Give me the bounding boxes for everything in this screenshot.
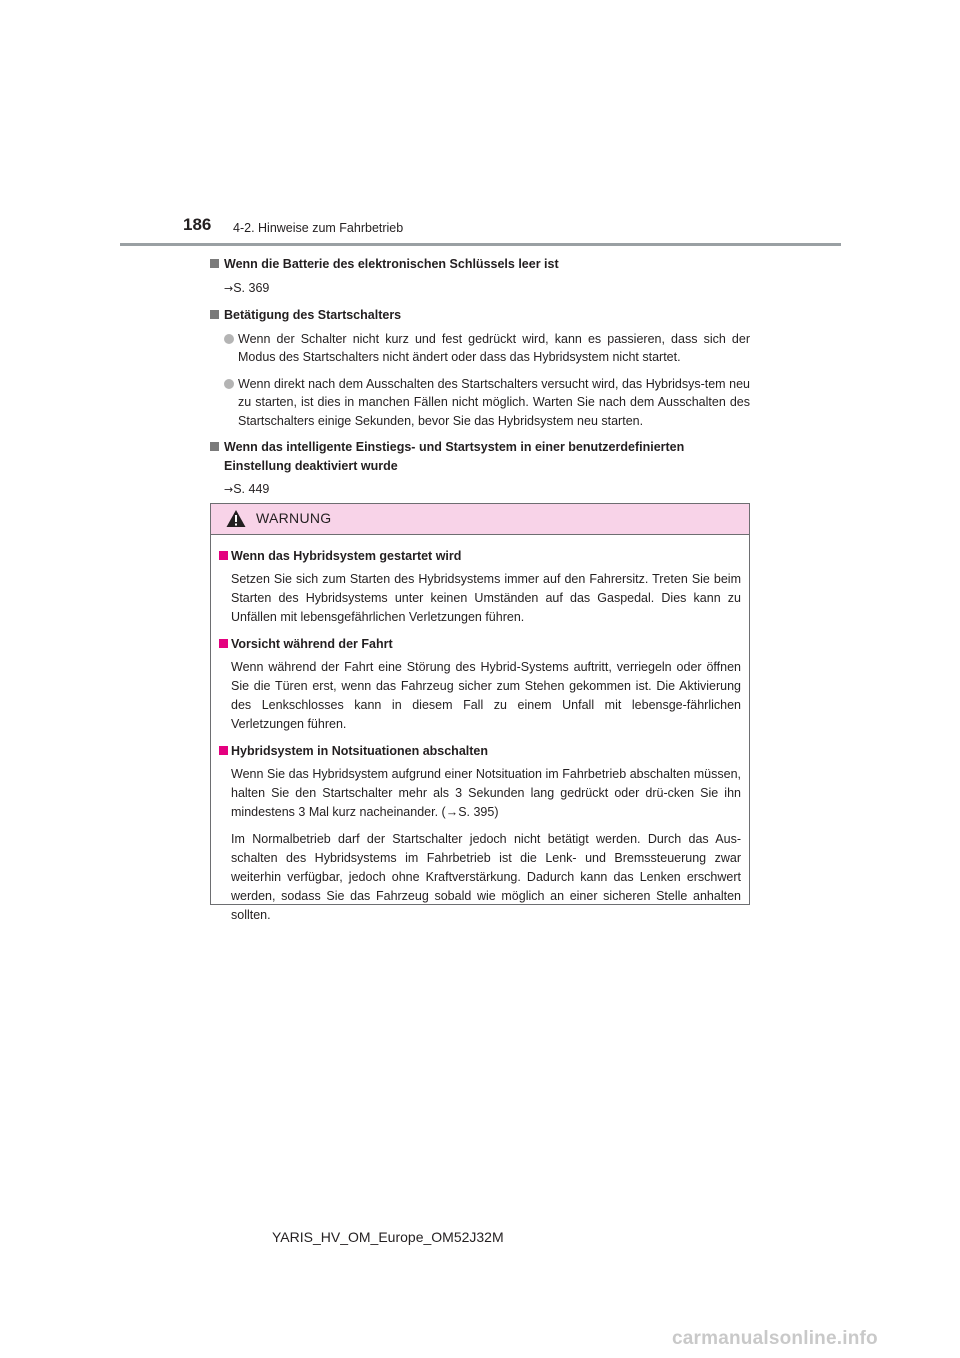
warning-square-icon [219,551,228,560]
bullet-dot-icon [224,379,234,389]
warning-item [219,742,741,761]
warning-item-heading: Wenn das Hybridsystem gestartet wird [231,549,462,563]
section-battery-empty [210,255,750,274]
footer-doc-id: YARIS_HV_OM_Europe_OM52J32M [272,1229,504,1245]
list-item [224,330,750,367]
section-square-icon [210,310,219,319]
page-reference [224,279,750,299]
section-title: Wenn das intelligente Einstiegs- und Startsystem in einer benutzerdefinierten Einstellung deaktiviert wurde [224,440,685,473]
header-rule [120,243,841,246]
warning-item [219,635,741,654]
section-title: Betätigung des Startschalters [224,308,402,322]
warning-square-icon [219,639,228,648]
page-header [0,0,960,250]
arrow-right-icon: → [224,483,234,496]
section-start-switch [210,306,750,325]
warning-header [211,504,749,535]
warning-box [210,503,750,922]
list-item [224,375,750,431]
warning-body [211,535,749,925]
warning-paragraph: Wenn während der Fahrt eine Störung des Hybrid-Systems auftritt, verriegeln oder öffnen Sie die Türen erst, wenn das Fahrzeug sicher zum Stehen gekommen ist. Die Aktivierung des Lenkschlosses kann in diesem Fall zu einem Unfall mit lebensge-fährlichen Verletzungen führen. [231,660,741,731]
reference-link[interactable]: S. 449 [233,482,270,496]
bullet-dot-icon [224,334,234,344]
section-square-icon [210,259,219,268]
warning-item-heading: Hybridsystem in Notsituationen abschalten [231,744,488,758]
section-square-icon [210,442,219,451]
bullet-text: Wenn direkt nach dem Ausschalten des Startschalters versucht wird, das Hybridsys-tem neu zu starten, ist dies in manchen Fällen nicht möglich. Warten Sie nach dem Ausschalten des Startschalters einige Sekunden, bevor Sie das Hybridsystem neu starten. [238,376,750,428]
warning-title: WARNUNG [256,510,332,526]
bullet-text: Wenn der Schalter nicht kurz und fest gedrückt wird, kann es passieren, dass sich der Modus des Startschalters nicht ändert oder dass das Hybridsystem nicht startet. [238,331,750,364]
warning-triangle-icon [226,509,246,528]
warning-square-icon [219,746,228,755]
arrow-right-icon: → [224,281,234,295]
section-title: Wenn die Batterie des elektronischen Schlüssels leer ist [224,257,559,271]
warning-paragraph: Setzen Sie sich zum Starten des Hybridsystems immer auf den Fahrersitz. Treten Sie beim Starten des Hybridsystems unter keinen Umständen auf das Gaspedal. Dies kann zu Unfällen mit lebensgefährlichen Verletzungen führen. [231,572,741,624]
warning-item-heading: Vorsicht während der Fahrt [231,637,393,651]
warning-item [219,547,741,566]
section-smart-entry-disabled [210,438,750,475]
main-content [210,255,750,508]
warning-paragraph: Im Normalbetrieb darf der Startschalter jedoch nicht betätigt werden. Durch das Aus-schalten des Hybridsystems im Fahrbetrieb ist die Lenk- und Bremssteuerung zwar weiterhin verfügbar, jedoch ohne Kraftverstärkung. Dadurch kann das Lenken erschwert werden, sodass Sie das Fahrzeug sobald wie möglich an einer sicheren Stelle anhalten sollten. [231,832,741,922]
chapter-title: 4-2. Hinweise zum Fahrbetrieb [233,221,404,235]
reference-link[interactable]: S. 369 [233,280,270,295]
page-number: 186 [183,215,212,234]
warning-paragraph: Wenn Sie das Hybridsystem aufgrund einer Notsituation im Fahrbetrieb abschalten müssen, halten Sie den Startschalter mehr als 3 Sekunden lang gedrückt oder drü-cken Sie ihn mindestens 3 Mal kurz nacheinander. (→S. 395) [231,767,741,819]
watermark: carmanualsonline.info [672,1328,878,1349]
page-reference [224,480,750,500]
